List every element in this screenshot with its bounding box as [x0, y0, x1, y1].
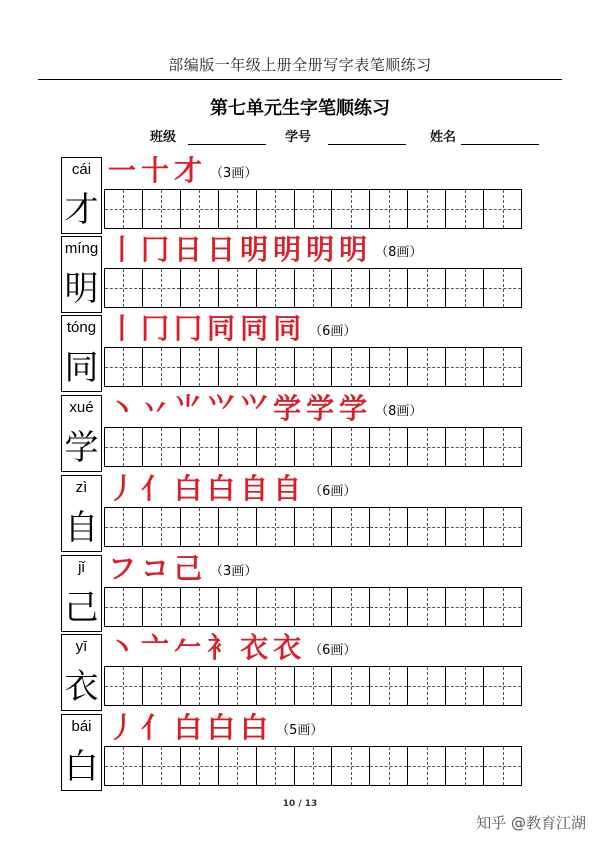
- stroke-step: 同: [207, 312, 236, 345]
- writing-cell[interactable]: [219, 348, 257, 386]
- page-title: 第七单元生字笔顺练习: [210, 98, 390, 119]
- student-info-row: [0, 124, 600, 146]
- stroke-step: コ: [141, 552, 170, 585]
- writing-cell[interactable]: [370, 428, 408, 466]
- writing-cell[interactable]: [257, 428, 295, 466]
- writing-cell[interactable]: [484, 747, 521, 785]
- writing-cell[interactable]: [295, 269, 333, 307]
- stroke-order-sequence: [108, 628, 356, 668]
- writing-cell[interactable]: [105, 747, 143, 785]
- pinyin-label: zì: [75, 479, 88, 496]
- stroke-step: 丷: [141, 392, 170, 425]
- stroke-order-sequence: [108, 151, 257, 191]
- stroke-step: 冂: [141, 312, 170, 345]
- character-header-box: [61, 634, 102, 711]
- writing-cell[interactable]: [181, 667, 219, 705]
- stroke-step: 日: [207, 233, 236, 266]
- writing-cell[interactable]: [181, 190, 219, 228]
- document-header-title: 部编版一年级上册全册写字表笔顺练习: [168, 56, 432, 74]
- character-header-box: [61, 315, 102, 392]
- practice-row: [0, 392, 600, 475]
- practice-row: [0, 312, 600, 395]
- stroke-step: 丶: [108, 631, 137, 664]
- stroke-step: 丿: [108, 711, 137, 744]
- writing-cell[interactable]: [408, 588, 446, 626]
- stroke-step: 学: [306, 392, 335, 425]
- practice-row: [0, 472, 600, 555]
- student-number-label: 学号: [285, 130, 312, 145]
- stroke-step: 己: [174, 552, 203, 585]
- writing-cell[interactable]: [446, 588, 484, 626]
- stroke-step: 学: [339, 392, 368, 425]
- writing-cell[interactable]: [408, 747, 446, 785]
- header-divider: [38, 79, 562, 80]
- writing-cell[interactable]: [332, 348, 370, 386]
- stroke-order-sequence: [108, 230, 422, 270]
- writing-grid: [104, 507, 522, 547]
- stroke-step: 同: [240, 312, 269, 345]
- stroke-step: 白: [174, 711, 203, 744]
- stroke-count-label: （3画）: [210, 563, 258, 579]
- character-glyph: 学: [64, 428, 99, 468]
- writing-cell[interactable]: [484, 269, 521, 307]
- writing-cell[interactable]: [143, 348, 181, 386]
- writing-cell[interactable]: [484, 588, 521, 626]
- class-blank-line: [188, 144, 266, 145]
- stroke-step: ⺍: [207, 392, 236, 425]
- stroke-step: 十: [141, 154, 170, 187]
- writing-cell[interactable]: [181, 269, 219, 307]
- writing-cell[interactable]: [332, 588, 370, 626]
- writing-grid: [104, 587, 522, 627]
- stroke-step: ⺍: [240, 392, 269, 425]
- writing-cell[interactable]: [219, 667, 257, 705]
- stroke-step: 丨: [108, 233, 137, 266]
- stroke-step: 冂: [174, 312, 203, 345]
- writing-cell[interactable]: [143, 190, 181, 228]
- stroke-order-sequence: [108, 549, 257, 589]
- writing-cell[interactable]: [370, 190, 408, 228]
- practice-row: [0, 631, 600, 714]
- writing-cell[interactable]: [484, 428, 521, 466]
- character-glyph: 明: [64, 269, 99, 309]
- stroke-step: 白: [174, 472, 203, 505]
- writing-cell[interactable]: [143, 588, 181, 626]
- writing-cell[interactable]: [143, 508, 181, 546]
- writing-grid: [104, 189, 522, 229]
- stroke-step: 明: [240, 233, 269, 266]
- writing-cell[interactable]: [332, 747, 370, 785]
- writing-cell[interactable]: [257, 667, 295, 705]
- stroke-step: 明: [339, 233, 368, 266]
- stroke-order-sequence: [108, 469, 356, 509]
- writing-cell[interactable]: [484, 348, 521, 386]
- practice-row: [0, 552, 600, 635]
- class-label: 班级: [150, 130, 177, 145]
- stroke-step: 白: [207, 472, 236, 505]
- stroke-step: 一: [108, 154, 137, 187]
- writing-cell[interactable]: [295, 190, 333, 228]
- stroke-step: 衤: [207, 631, 236, 664]
- character-header-box: [61, 395, 102, 472]
- writing-cell[interactable]: [257, 588, 295, 626]
- pinyin-label: cái: [71, 161, 92, 178]
- writing-cell[interactable]: [370, 508, 408, 546]
- stroke-count-label: （6画）: [309, 323, 357, 339]
- character-header-box: [61, 157, 102, 234]
- writing-grid: [104, 666, 522, 706]
- writing-cell[interactable]: [370, 667, 408, 705]
- writing-cell[interactable]: [332, 190, 370, 228]
- stroke-step: 明: [273, 233, 302, 266]
- stroke-step: ⺌: [174, 392, 203, 425]
- writing-cell[interactable]: [295, 667, 333, 705]
- pinyin-label: yī: [75, 638, 88, 655]
- stroke-step: 学: [273, 392, 302, 425]
- student-number-blank-line: [328, 144, 406, 145]
- writing-cell[interactable]: [219, 269, 257, 307]
- writing-grid: [104, 746, 522, 786]
- pinyin-label: xué: [69, 399, 94, 416]
- writing-cell[interactable]: [105, 190, 143, 228]
- character-header-box: [61, 555, 102, 632]
- practice-row: [0, 711, 600, 794]
- writing-cell[interactable]: [484, 667, 521, 705]
- stroke-step: 丿: [108, 472, 137, 505]
- stroke-step: 𠂉: [174, 631, 203, 664]
- stroke-count-label: （8画）: [375, 403, 423, 419]
- writing-cell[interactable]: [332, 428, 370, 466]
- writing-cell[interactable]: [370, 348, 408, 386]
- writing-cell[interactable]: [181, 348, 219, 386]
- stroke-order-sequence: [108, 309, 356, 349]
- writing-cell[interactable]: [484, 190, 521, 228]
- writing-cell[interactable]: [446, 190, 484, 228]
- writing-cell[interactable]: [143, 747, 181, 785]
- writing-cell[interactable]: [484, 508, 521, 546]
- writing-cell[interactable]: [219, 747, 257, 785]
- practice-row: [0, 233, 600, 316]
- character-header-box: [61, 475, 102, 552]
- writing-cell[interactable]: [446, 747, 484, 785]
- stroke-step: 亠: [141, 631, 170, 664]
- writing-cell[interactable]: [295, 588, 333, 626]
- writing-cell[interactable]: [408, 269, 446, 307]
- writing-cell[interactable]: [181, 428, 219, 466]
- writing-cell[interactable]: [181, 508, 219, 546]
- stroke-step: 同: [273, 312, 302, 345]
- stroke-step: 丶: [108, 392, 137, 425]
- writing-grid: [104, 427, 522, 467]
- writing-cell[interactable]: [257, 747, 295, 785]
- writing-grid: [104, 268, 522, 308]
- stroke-step: 冂: [141, 233, 170, 266]
- writing-cell[interactable]: [332, 508, 370, 546]
- stroke-count-label: （6画）: [309, 642, 357, 658]
- watermark: 知乎 @教育江湖: [476, 814, 586, 832]
- stroke-count-label: （3画）: [210, 165, 258, 181]
- writing-cell[interactable]: [446, 508, 484, 546]
- writing-cell[interactable]: [370, 269, 408, 307]
- writing-cell[interactable]: [105, 269, 143, 307]
- pinyin-label: bái: [71, 718, 92, 735]
- writing-cell[interactable]: [257, 269, 295, 307]
- writing-cell[interactable]: [105, 508, 143, 546]
- stroke-step: 白: [240, 711, 269, 744]
- writing-cell[interactable]: [219, 588, 257, 626]
- writing-grid: [104, 347, 522, 387]
- stroke-count-label: （6画）: [309, 483, 357, 499]
- stroke-step: 自: [240, 472, 269, 505]
- stroke-step: 才: [174, 154, 203, 187]
- writing-cell[interactable]: [257, 348, 295, 386]
- stroke-step: 衣: [273, 631, 302, 664]
- writing-cell[interactable]: [219, 428, 257, 466]
- character-glyph: 白: [64, 747, 99, 787]
- stroke-step: 丨: [108, 312, 137, 345]
- stroke-step: 亻: [141, 711, 170, 744]
- character-header-box: [61, 714, 102, 791]
- character-glyph: 自: [64, 508, 99, 548]
- writing-cell[interactable]: [408, 348, 446, 386]
- stroke-order-sequence: [108, 389, 422, 429]
- stroke-step: 亻: [141, 472, 170, 505]
- writing-cell[interactable]: [105, 588, 143, 626]
- writing-cell[interactable]: [295, 747, 333, 785]
- writing-cell[interactable]: [446, 428, 484, 466]
- writing-cell[interactable]: [370, 747, 408, 785]
- writing-cell[interactable]: [408, 667, 446, 705]
- character-glyph: 才: [64, 190, 99, 230]
- stroke-step: 白: [207, 711, 236, 744]
- writing-cell[interactable]: [181, 588, 219, 626]
- writing-cell[interactable]: [295, 348, 333, 386]
- writing-cell[interactable]: [143, 428, 181, 466]
- page-number: 10 / 13: [282, 799, 318, 809]
- stroke-step: 日: [174, 233, 203, 266]
- writing-cell[interactable]: [370, 588, 408, 626]
- character-glyph: 衣: [64, 667, 99, 707]
- writing-cell[interactable]: [143, 667, 181, 705]
- stroke-step: 自: [273, 472, 302, 505]
- writing-cell[interactable]: [332, 269, 370, 307]
- writing-cell[interactable]: [219, 190, 257, 228]
- practice-row: [0, 154, 600, 237]
- writing-cell[interactable]: [143, 269, 181, 307]
- writing-cell[interactable]: [295, 508, 333, 546]
- writing-cell[interactable]: [105, 428, 143, 466]
- writing-cell[interactable]: [446, 348, 484, 386]
- stroke-step: 衣: [240, 631, 269, 664]
- character-header-box: [61, 236, 102, 313]
- stroke-count-label: （8画）: [375, 244, 423, 260]
- writing-cell[interactable]: [257, 508, 295, 546]
- writing-cell[interactable]: [408, 190, 446, 228]
- writing-cell[interactable]: [408, 508, 446, 546]
- pinyin-label: tóng: [66, 319, 97, 336]
- character-glyph: 己: [64, 588, 99, 628]
- writing-cell[interactable]: [219, 508, 257, 546]
- writing-cell[interactable]: [446, 269, 484, 307]
- stroke-count-label: （5画）: [276, 722, 324, 738]
- name-blank-line: [461, 144, 539, 145]
- stroke-order-sequence: [108, 708, 323, 748]
- pinyin-label: jǐ: [78, 559, 85, 576]
- character-glyph: 同: [64, 348, 99, 388]
- stroke-step: フ: [108, 552, 137, 585]
- writing-cell[interactable]: [408, 428, 446, 466]
- pinyin-label: míng: [64, 240, 99, 257]
- stroke-step: 明: [306, 233, 335, 266]
- name-label: 姓名: [430, 130, 457, 145]
- writing-cell[interactable]: [332, 667, 370, 705]
- writing-cell[interactable]: [446, 667, 484, 705]
- writing-cell[interactable]: [295, 428, 333, 466]
- writing-cell[interactable]: [181, 747, 219, 785]
- writing-cell[interactable]: [105, 667, 143, 705]
- writing-cell[interactable]: [257, 190, 295, 228]
- writing-cell[interactable]: [105, 348, 143, 386]
